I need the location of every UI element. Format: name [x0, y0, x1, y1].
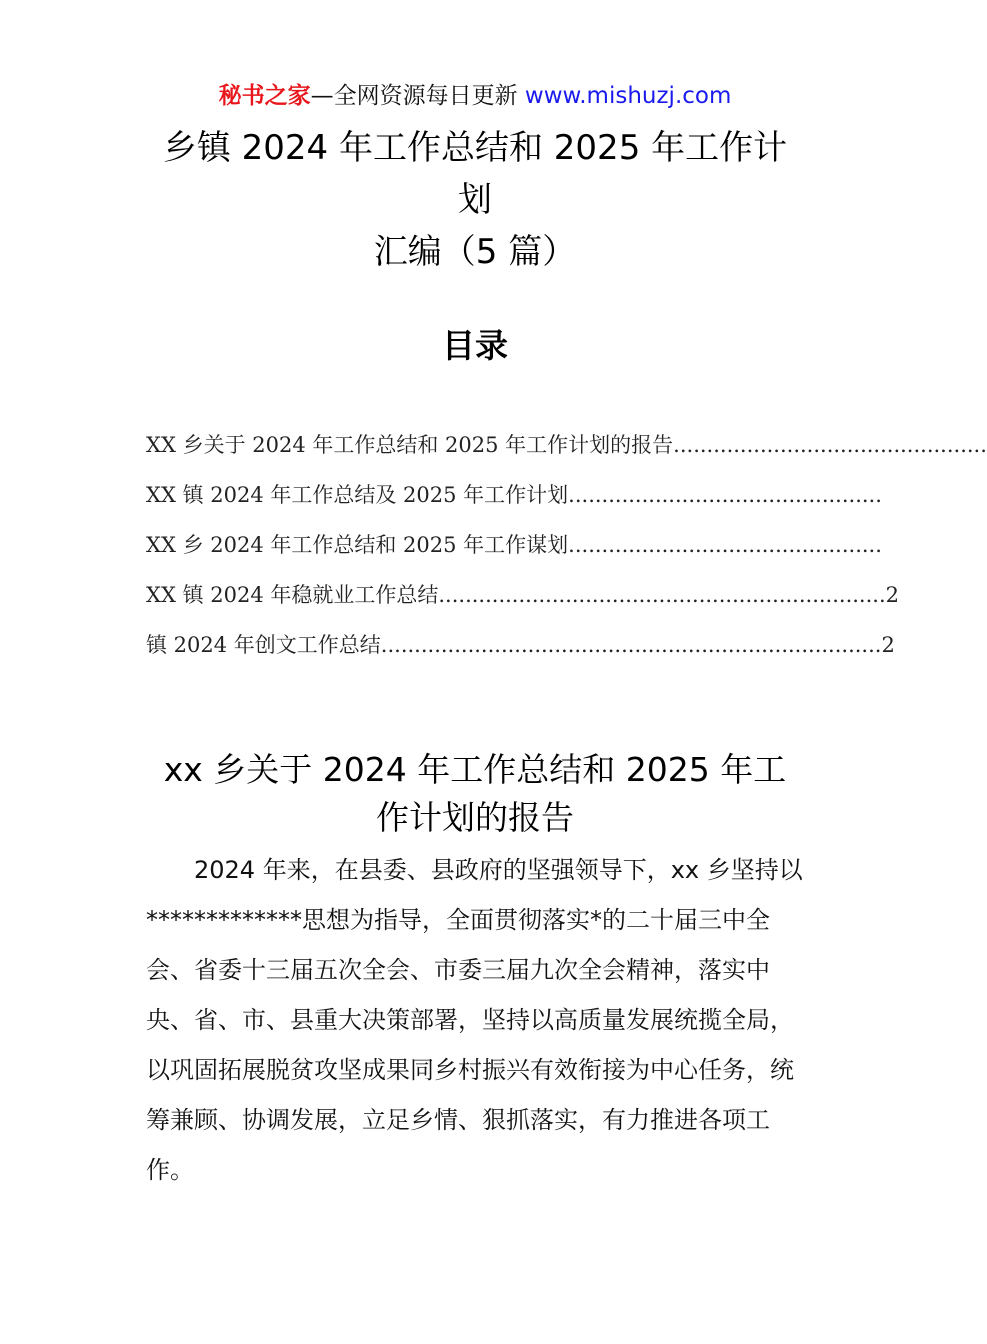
site-url-link[interactable]: www.mishuzj.com: [524, 83, 732, 109]
toc-entry-label: XX 乡关于 2024 年工作总结和 2025 年工作计划的报告: [146, 433, 674, 457]
banner-slogan: —全网资源每日更新: [310, 83, 525, 109]
toc-entry-page: 2: [885, 583, 899, 607]
section-title: [0, 746, 950, 842]
toc-heading: 目录: [442, 326, 508, 365]
toc-leader-dots: ...........................................................................: [380, 633, 882, 657]
toc-entry[interactable]: [146, 575, 950, 625]
toc-leader-dots: ...................................................................: [438, 583, 886, 607]
document-title-line-3: 汇编（5 篇）: [373, 232, 577, 272]
brand-name: 秘书之家: [218, 83, 311, 109]
toc-entry-label: XX 乡 2024 年工作总结和 2025 年工作谋划: [146, 533, 569, 557]
section-title-line-2: 作计划的报告: [376, 798, 574, 837]
toc-entry[interactable]: [146, 525, 950, 575]
toc-entry[interactable]: [146, 475, 950, 525]
toc-leader-dots: ...............................................: [568, 483, 882, 507]
table-of-contents: [146, 425, 987, 675]
document-title-line-2: 划: [458, 180, 492, 220]
document-title: [0, 122, 950, 278]
site-banner: [0, 80, 950, 112]
body-paragraph: 2024 年来，在县委、县政府的坚强领导下，xx 乡坚持以*************思想为指导，全面贯彻落实*的二十届三中全会、省委十三届五次全会、市委三届九次全会精神，落实中央、省、市、县重大决策部署，坚持以高质量发展统揽全局，以巩固拓展脱贫攻坚成果同乡村振兴有效衔接为中心任务，统筹兼顾、协调发展，立足乡情、狠抓落实，有力推进各项工作。: [146, 856, 803, 1184]
toc-leader-dots: ...............................................: [673, 433, 987, 457]
toc-entry[interactable]: [146, 625, 950, 675]
toc-entry-page: 2: [881, 633, 895, 657]
toc-entry[interactable]: [146, 425, 987, 475]
section-body: [146, 845, 811, 1195]
section-title-line-1: xx 乡关于 2024 年工作总结和 2025 年工: [163, 750, 787, 789]
toc-leader-dots: ...............................................: [568, 533, 882, 557]
toc-entry-label: 镇 2024 年创文工作总结: [146, 633, 381, 657]
toc-entry-label: XX 镇 2024 年稳就业工作总结: [146, 583, 439, 607]
toc-entry-label: XX 镇 2024 年工作总结及 2025 年工作计划: [146, 483, 569, 507]
document-title-line-1: 乡镇 2024 年工作总结和 2025 年工作计: [162, 128, 788, 168]
